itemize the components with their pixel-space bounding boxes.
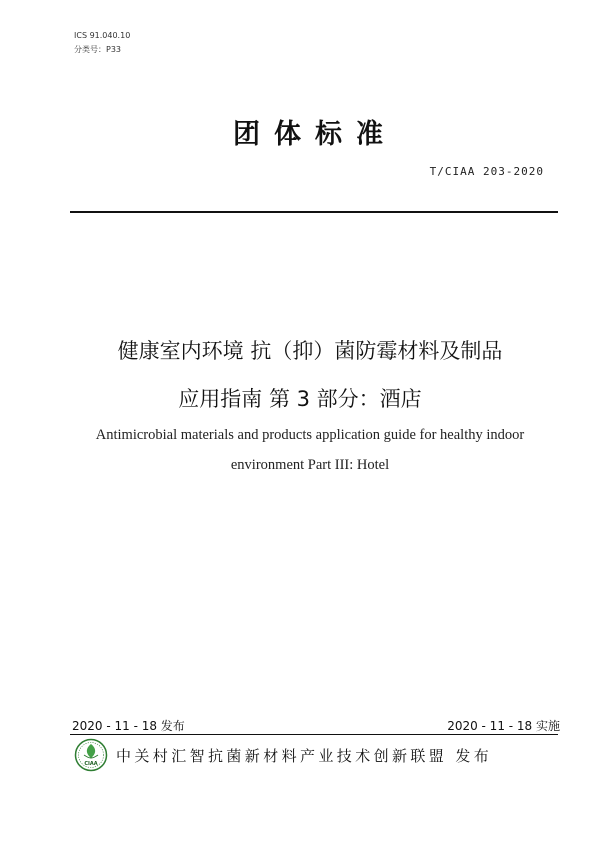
bottom-divider [70,734,558,735]
implement-date: 2020 - 11 - 18 实施 [447,719,560,733]
chinese-title-line-2: 应用指南 第 3 部分：酒店 [178,387,422,411]
publish-date: 2020 - 11 - 18 发布 [72,719,185,733]
logo-text: CIAA [84,761,98,767]
ics-code: ICS 91.040.10 [74,31,131,40]
standard-type-title: 团体标准 [233,119,397,150]
top-divider [70,211,558,213]
classification-code: 分类号：P33 [74,45,122,54]
standard-number: T/CIAA 203-2020 [429,165,544,178]
chinese-title-line-1: 健康室内环境 抗（抑）菌防霉材料及制品 [117,339,503,363]
issuer-name: 中关村汇智抗菌新材料产业技术创新联盟 发布 [116,747,493,765]
english-title-line-1: Antimicrobial materials and products application guide for healthy indoor [95,427,525,443]
english-title-line-2: environment Part III: Hotel [230,457,390,473]
ciaa-logo-icon [74,738,108,772]
